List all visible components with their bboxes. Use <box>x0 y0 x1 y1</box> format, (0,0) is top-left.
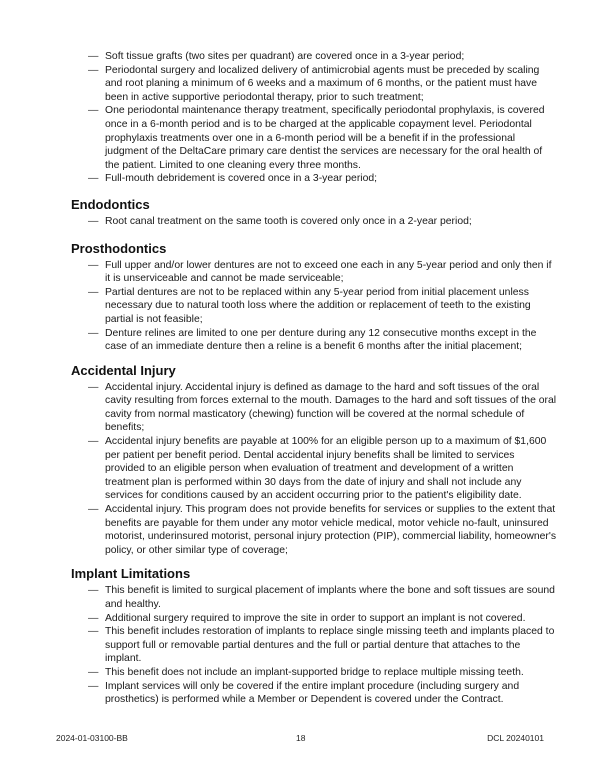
list-item-text: Full-mouth debridement is covered once in a 3-year period; <box>105 173 378 185</box>
dash-bullet-icon: — <box>88 585 99 597</box>
list-item-text: Denture relines are limited to one per denture during any 12 consecutive months except in the case of an immediate denture then a reline is a benefit 6 months after the initial placement; <box>105 327 537 353</box>
dash-bullet-icon: — <box>88 680 99 692</box>
list-item <box>71 612 557 626</box>
dash-bullet-icon: — <box>88 64 99 76</box>
list-item <box>71 259 557 286</box>
list-item-text: Soft tissue grafts (two sites per quadrant) are covered once in a 3-year period; <box>105 51 465 62</box>
dash-bullet-icon: — <box>88 612 99 624</box>
footer-form-code: DCL 20240101 <box>487 733 544 743</box>
section-heading: Accidental Injury <box>71 362 176 378</box>
dash-bullet-icon: — <box>88 105 99 117</box>
list-item-text: Root canal treatment on the same tooth is covered only once in a 2-year period; <box>105 215 472 227</box>
dash-bullet-icon: — <box>88 215 99 227</box>
dash-bullet-icon: — <box>88 173 99 185</box>
list-item <box>71 104 557 172</box>
list-item-text: Accidental injury benefits are payable at 100% for an eligible person up to a maximum of $1,600 per patient per benefit period. Dental accidental injury benefits shall be limited to services provided to an eligible person when evaluation of treatment and development of a written treatment plan is performed within 30 days from the date of injury and shall not include any services for conditions caused by an accident occurring prior to the patient's eligibility date. <box>105 436 547 502</box>
list-item-text: Full upper and/or lower dentures are not to exceed one each in any 5-year period and only then if it is unserviceable and cannot be made serviceable; <box>105 259 552 285</box>
list-item <box>71 215 557 229</box>
list-item <box>71 64 557 105</box>
section-accidental-injury <box>71 363 561 558</box>
list-item <box>71 327 557 354</box>
dash-bullet-icon: — <box>88 381 99 393</box>
list-item <box>71 381 557 435</box>
list-item-text: Periodontal surgery and localized delivery of antimicrobial agents must be preceded by scaling and root planing a minimum of 6 weeks and a maximum of 6 months, or the patient must have been in active supportive periodontal therapy, prior to such treatment; <box>105 64 540 103</box>
dash-bullet-icon: — <box>88 327 99 339</box>
list-item-text: This benefit includes restoration of implants to replace single missing teeth and implants placed to support full or removable partial dentures and the full or partial denture that attaches to the implant. <box>105 626 555 665</box>
dash-bullet-icon: — <box>88 259 99 271</box>
list-item-text: Accidental injury. Accidental injury is defined as damage to the hard and soft tissues of the oral cavity resulting from forces external to the mouth. Damages to the hard and soft tissues of the oral cavity from normal masticatory (chewing) function will be covered at the normal schedule of benefits; <box>105 381 557 434</box>
bullet-list <box>71 215 561 229</box>
section-heading: Implant Limitations <box>71 566 191 582</box>
bullet-list <box>71 381 561 558</box>
dash-bullet-icon: — <box>88 436 99 448</box>
list-item <box>71 680 557 707</box>
dash-bullet-icon: — <box>88 51 99 62</box>
list-item-text: One periodontal maintenance therapy treatment, specifically periodontal prophylaxis, is covered once in a 6-month period and is to be charged at the applicable copayment level. Periodontal prophylaxis treatments over one in a 6-month period will be a benefit if in the professional judgment of the DeltaCare primary care dentist the services are necessary for the oral health of the patient. Limited to one cleaning every three months. <box>105 105 545 171</box>
bullet-list <box>71 259 561 354</box>
list-item <box>71 50 557 64</box>
list-item <box>71 172 557 186</box>
list-item <box>71 503 557 557</box>
section-prosthodontics <box>71 241 561 354</box>
section-heading: Prosthodontics <box>71 240 167 256</box>
section-heading: Endodontics <box>71 196 150 212</box>
list-item <box>71 625 557 666</box>
list-item <box>71 584 557 611</box>
section-periodontics-continued <box>71 50 561 186</box>
footer-page-number: 18 <box>296 733 306 743</box>
list-item-text: Implant services will only be covered if the entire implant procedure (including surgery and prosthetics) is performed while a Member or Dependent is covered under the Contract. <box>105 680 520 706</box>
footer-document-code: 2024-01-03100-BB <box>56 733 128 743</box>
dash-bullet-icon: — <box>88 504 99 516</box>
list-item-text: Accidental injury. This program does not provide benefits for services or supplies to the extent that benefits are payable for them under any motor vehicle medical, motor vehicle no-fault, uninsured motorist, underinsured motorist, personal injury protection (PIP), commercial liability, homeowner's policy, or other similar type of coverage; <box>105 504 557 556</box>
bullet-list <box>71 584 561 706</box>
list-item <box>71 666 557 680</box>
dash-bullet-icon: — <box>88 626 99 638</box>
bullet-list <box>71 50 561 186</box>
list-item-text: Partial dentures are not to be replaced within any 5-year period from initial placement unless necessary due to natural tooth loss where the addition or replacement of teeth to the existing partial is not feasible; <box>105 286 531 325</box>
list-item <box>71 286 557 327</box>
section-implant-limitations <box>71 566 561 706</box>
list-item-text: This benefit does not include an implant-supported bridge to replace multiple missing teeth. <box>105 666 524 678</box>
section-endodontics <box>71 197 561 229</box>
dash-bullet-icon: — <box>88 666 99 678</box>
dash-bullet-icon: — <box>88 286 99 298</box>
list-item-text: This benefit is limited to surgical placement of implants where the bone and soft tissues are sound and healthy. <box>105 585 555 610</box>
list-item <box>71 435 557 503</box>
list-item-text: Additional surgery required to improve the site in order to support an implant is not covered. <box>105 612 526 624</box>
